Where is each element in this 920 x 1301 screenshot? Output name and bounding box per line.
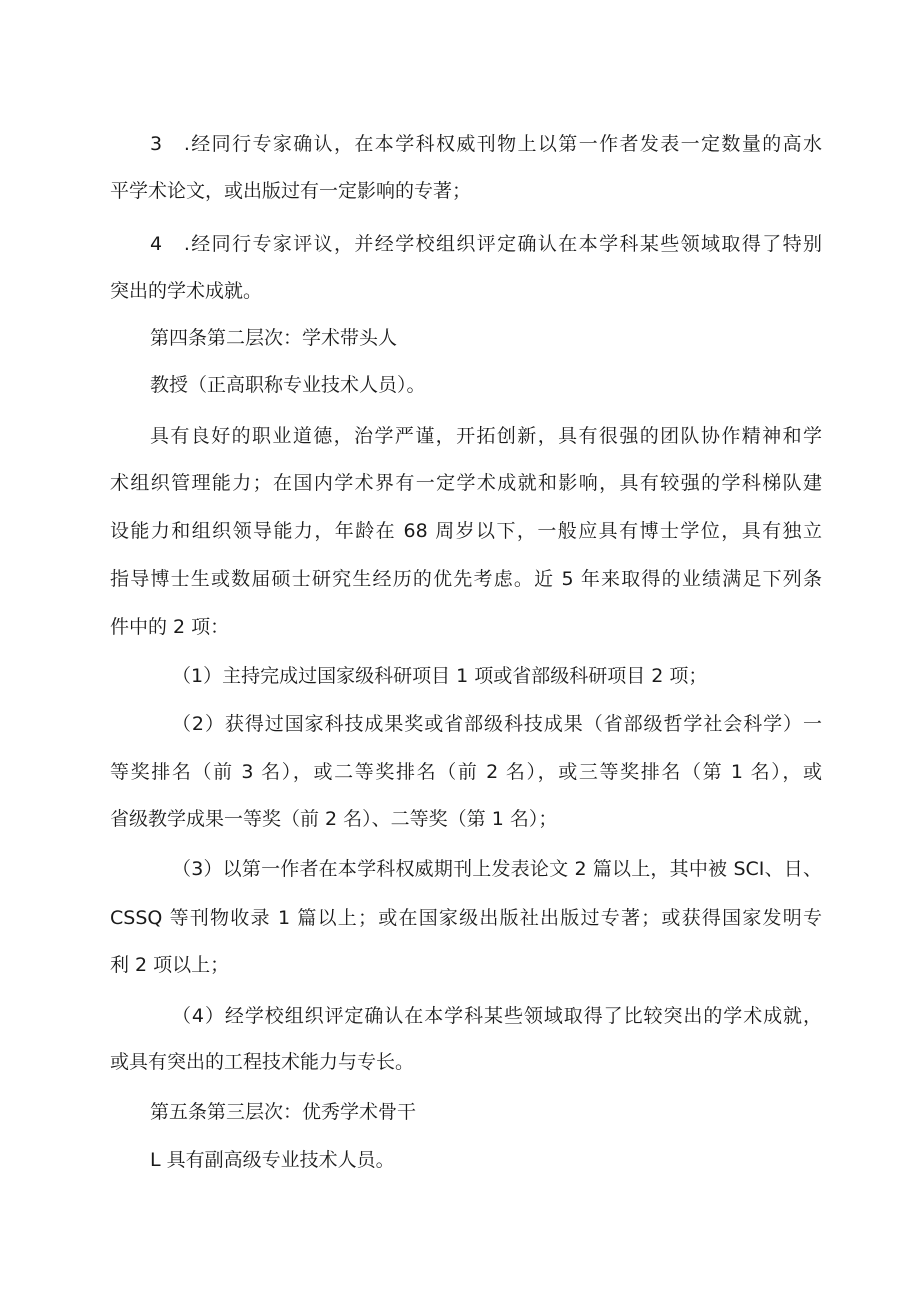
condition-2-line-3: 省级教学成果一等奖（前 2 名）、二等奖（第 1 名）；: [110, 808, 558, 830]
item-3-line-1: 3 .经同行专家确认，在本学科权威刊物上以第一作者发表一定数量的高水: [150, 133, 822, 155]
condition-4-line-2: 或具有突出的工程技术能力与专长。: [110, 1051, 415, 1073]
requirements-line-4: 指导博士生或数届硕士研究生经历的优先考虑。近 5 年来取得的业绩满足下列条: [110, 568, 822, 590]
condition-1: （1）主持完成过国家级科研项目 1 项或省部级科研项目 2 项；: [172, 665, 708, 687]
requirements-line-1: 具有良好的职业道德，治学严谨，开拓创新，具有很强的团队协作精神和学: [150, 425, 822, 447]
article-4-heading: 第四条第二层次：学术带头人: [150, 327, 398, 349]
condition-3-line-1: （3）以第一作者在本学科权威期刊上发表论文 2 篇以上，其中被 SCI、日、: [172, 858, 822, 880]
condition-3-line-2: CSSQ 等刊物收录 1 篇以上；或在国家级出版社出版过专著；或获得国家发明专: [110, 907, 822, 929]
article-5-heading: 第五条第三层次：优秀学术骨干: [150, 1101, 417, 1123]
item-l-line: L 具有副高级专业技术人员。: [150, 1149, 395, 1171]
item-4-line-2: 突出的学术成就。: [110, 280, 263, 302]
condition-2-line-1: （2）获得过国家科技成果奖或省部级科技成果（省部级哲学社会科学）一: [172, 713, 822, 735]
professor-line: 教授（正高职称专业技术人员）。: [150, 374, 426, 396]
requirements-line-5: 件中的 2 项：: [110, 616, 230, 638]
condition-2-line-2: 等奖排名（前 3 名），或二等奖排名（前 2 名），或三等奖排名（第 1 名），或: [110, 761, 822, 783]
condition-4-line-1: （4）经学校组织评定确认在本学科某些领域取得了比较突出的学术成就，: [172, 1005, 822, 1027]
requirements-line-3: 设能力和组织领导能力，年龄在 68 周岁以下，一般应具有博士学位，具有独立: [110, 520, 822, 542]
item-4-line-1: 4 .经同行专家评议，并经学校组织评定确认在本学科某些领域取得了特别: [150, 233, 822, 255]
item-3-line-2: 平学术论文，或出版过有一定影响的专著；: [110, 180, 472, 202]
condition-3-line-3: 利 2 项以上；: [110, 954, 230, 976]
requirements-line-2: 术组织管理能力；在国内学术界有一定学术成就和影响，具有较强的学科梯队建: [110, 472, 822, 494]
